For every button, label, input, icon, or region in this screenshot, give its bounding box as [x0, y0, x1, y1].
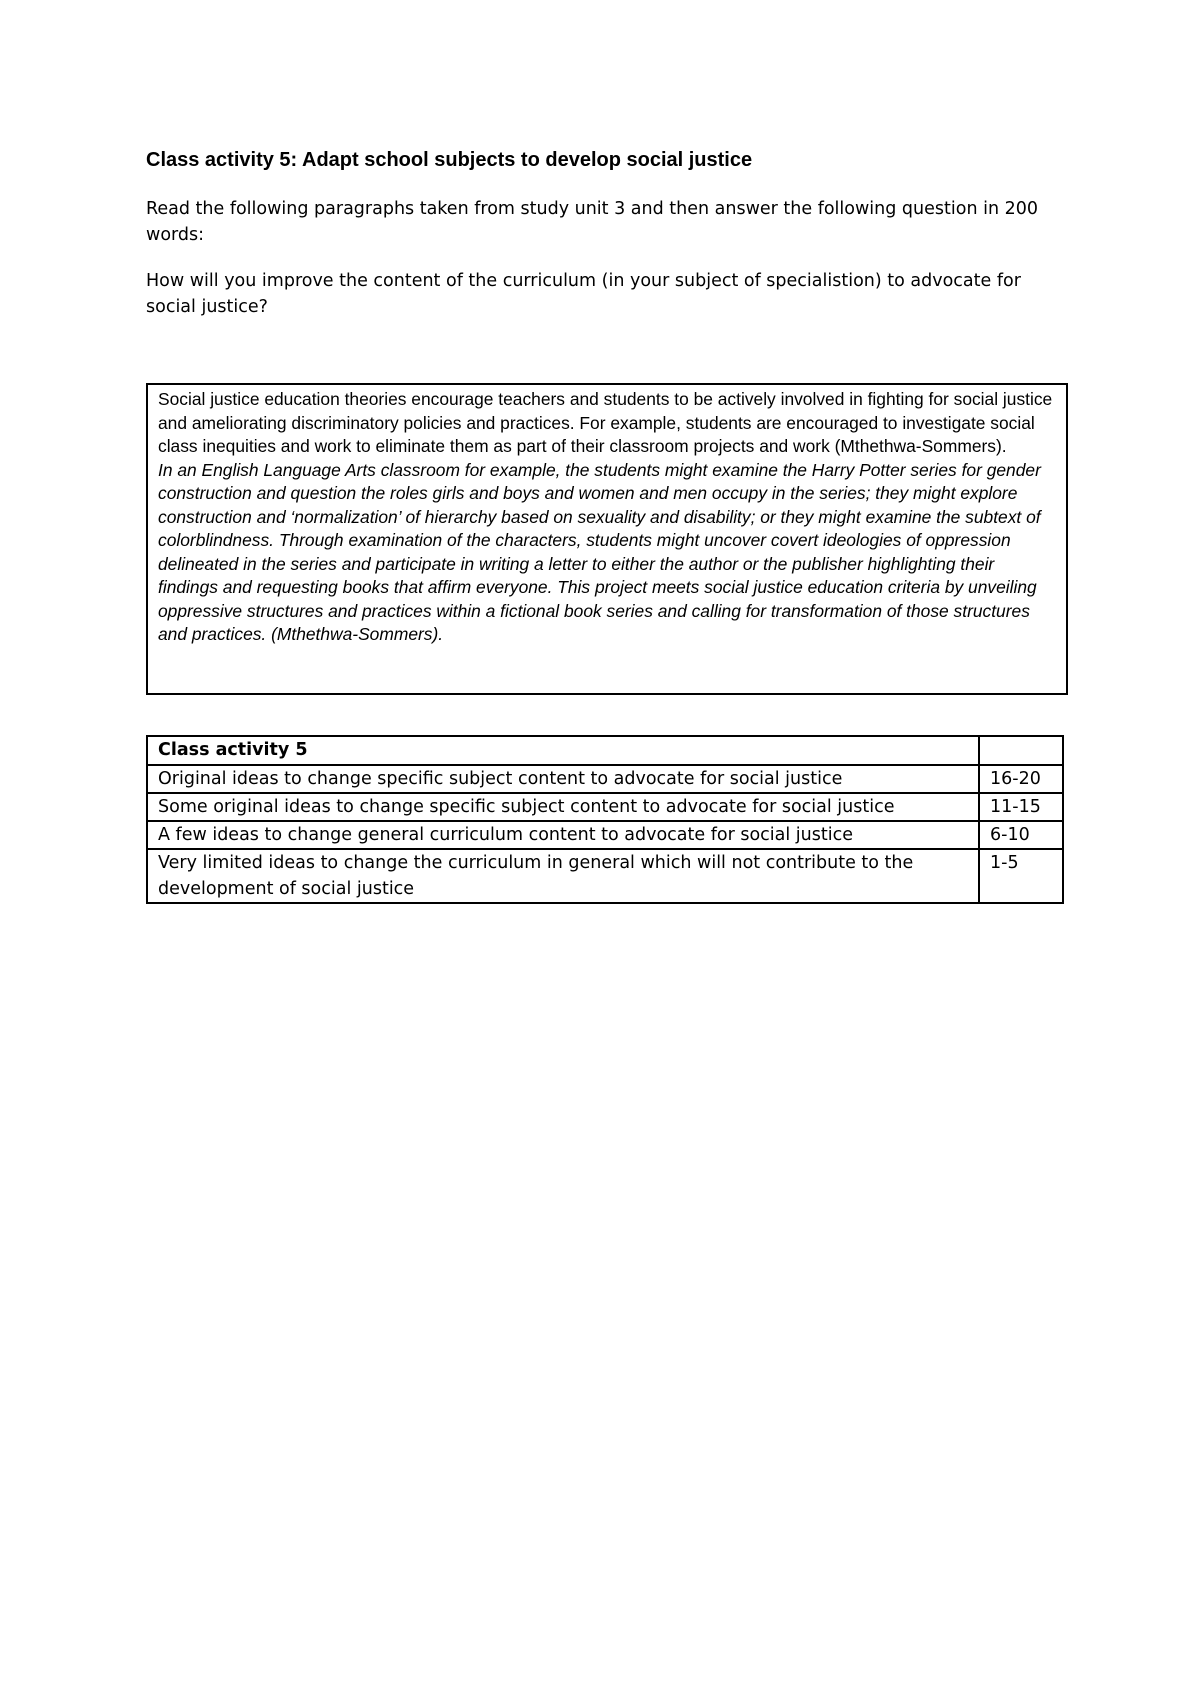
excerpt-paragraph-2: In an English Language Arts classroom for example, the students might examine the Harry Potter series for gender construction and question the roles girls and boys and women and men occupy in the series; they might explore construction and ‘normalization’ of hierarchy based on sexuality and disability; or they might examine the subtext of colorblindness. Through examination of the characters, students might uncover covert ideologies of oppression delineated in the series and participate in writing a letter to either the author or the publisher highlighting their findings and requesting books that affirm everyone. This project meets social justice education criteria by unveiling oppressive structures and practices within a fictional book series and calling for transformation of those structures and practices. (Mthethwa-Sommers). [158, 459, 1041, 644]
page-title: Class activity 5: Adapt school subjects to develop social justice [146, 149, 753, 171]
rubric-criterion: Original ideas to change specific subject content to advocate for social justice [147, 765, 979, 793]
rubric-score: 11-15 [979, 793, 1063, 821]
rubric-row [147, 765, 1063, 793]
rubric-table [146, 735, 1064, 904]
rubric-score: 6-10 [979, 821, 1063, 849]
rubric-score: 16-20 [979, 765, 1063, 793]
excerpt-box [146, 383, 1068, 695]
rubric-row [147, 849, 1063, 903]
rubric-header-score-cell [979, 736, 1063, 765]
rubric-header-row [147, 736, 1063, 765]
rubric-row [147, 793, 1063, 821]
excerpt-paragraph-1: Social justice education theories encourage teachers and students to be actively involved in fighting for social justice and ameliorating discriminatory policies and practices. For example, students are encouraged to investigate social class inequities and work to eliminate them as part of their classroom projects and work (Mthethwa-Sommers). [158, 389, 1053, 456]
rubric-score: 1-5 [979, 849, 1063, 903]
rubric-row [147, 821, 1063, 849]
rubric-criterion: A few ideas to change general curriculum content to advocate for social justice [147, 821, 979, 849]
rubric-header-cell: Class activity 5 [147, 736, 979, 765]
question-paragraph: How will you improve the content of the curriculum (in your subject of specialistion) to advocate for social justice? [146, 271, 1021, 317]
rubric-criterion: Some original ideas to change specific subject content to advocate for social justice [147, 793, 979, 821]
rubric-criterion: Very limited ideas to change the curriculum in general which will not contribute to the development of social justice [147, 849, 979, 903]
instructions-paragraph: Read the following paragraphs taken from study unit 3 and then answer the following question in 200 words: [146, 199, 1039, 245]
